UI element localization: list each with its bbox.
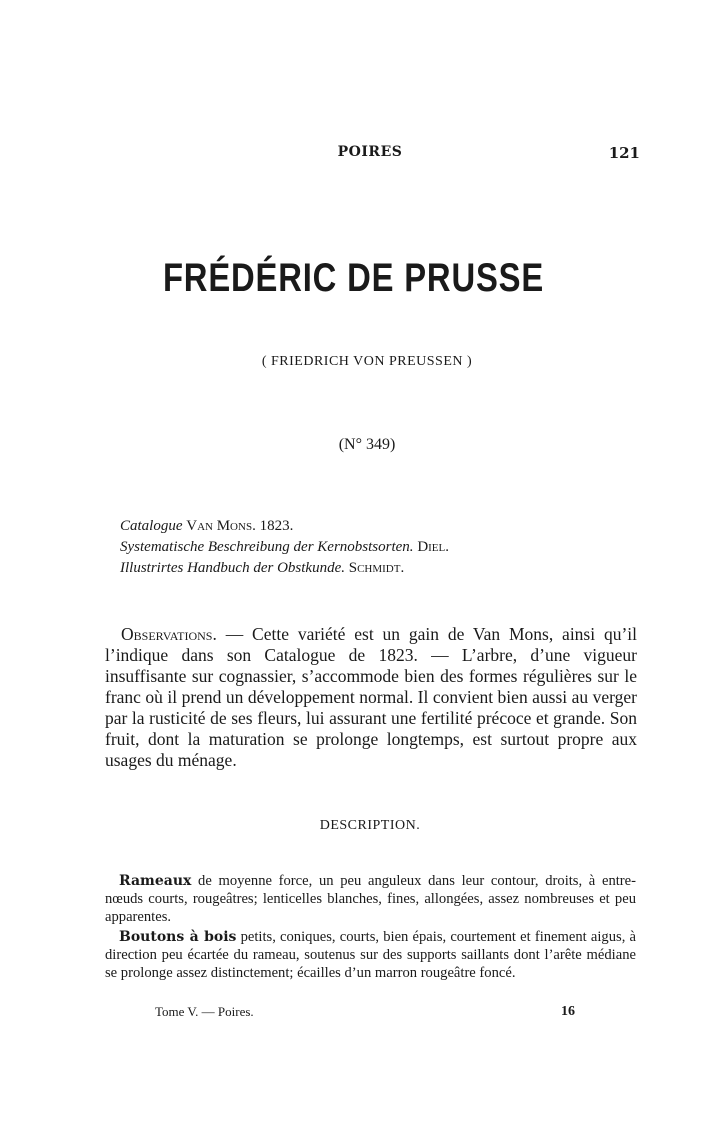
- reference-work: Systematische Beschreibung der Kernobstsorten.: [120, 539, 414, 555]
- reference-line: [120, 516, 640, 537]
- footer-volume: Tome V. — Poires.: [155, 1004, 254, 1019]
- reference-suffix: .: [400, 560, 405, 576]
- running-title: POIRES: [337, 144, 403, 160]
- reference-work: Illustrirtes Handbuch der Obstkunde.: [120, 560, 345, 576]
- page-number: 121: [608, 144, 640, 162]
- description-text: de moyenne force, un peu anguleux dans leur contour, droits, à entre-nœuds courts, rougeâtres; lenticelles blanches, fines, allongées, assez nombreuses et peu apparentes.: [105, 873, 636, 925]
- reference-line: [120, 558, 640, 579]
- description-paragraph: [105, 872, 636, 926]
- observations-text: — Cette variété est un gain de Van Mons, ainsi qu’il l’indique dans son Catalogue de 1823. — L’arbre, d’une vigueur insuffisante sur cognassier, s’accommode bien des formes régulières sur le franc où il prend un développement normal. Il convient bien aussi au verger par la rusticité de ses fleurs, lui assurant une fertilité précoce et grande. Son fruit, dont la maturation se prolonge longtemps, est surtout propre aux usages du ménage.: [105, 624, 637, 770]
- reference-suffix: . 1823.: [252, 518, 294, 534]
- observations-label: Observations.: [121, 624, 217, 644]
- footer-signature: 16: [561, 1004, 575, 1019]
- description-paragraph: [105, 928, 636, 982]
- description-term: Rameaux: [119, 873, 192, 889]
- description-term: Boutons à bois: [119, 929, 237, 945]
- running-header: [100, 144, 640, 166]
- reference-author: Van Mons: [186, 518, 253, 534]
- description-text: petits, coniques, courts, bien épais, courtement et finement aigus, à direction peu écartée du rameau, soutenus sur des supports saillants dont l’arête médiane se prolonge assez distinctement; écailles d’un marron rougeâtre foncé.: [105, 929, 636, 981]
- reference-author: Diel: [417, 539, 446, 555]
- catalog-number: (N° 349): [338, 436, 396, 453]
- subtitle: ( FRIEDRICH VON PREUSSEN ): [261, 354, 473, 369]
- description-body: [105, 872, 636, 984]
- reference-line: [120, 537, 640, 558]
- observations-paragraph: [105, 624, 637, 771]
- reference-author: Schmidt: [348, 560, 401, 576]
- references-list: [120, 516, 640, 579]
- page-title: FRÉDÉRIC DE PRUSSE: [162, 256, 545, 300]
- reference-suffix: .: [445, 539, 449, 555]
- reference-work: Catalogue: [120, 518, 183, 534]
- page-footer: [155, 1004, 575, 1024]
- description-heading: DESCRIPTION.: [319, 818, 421, 833]
